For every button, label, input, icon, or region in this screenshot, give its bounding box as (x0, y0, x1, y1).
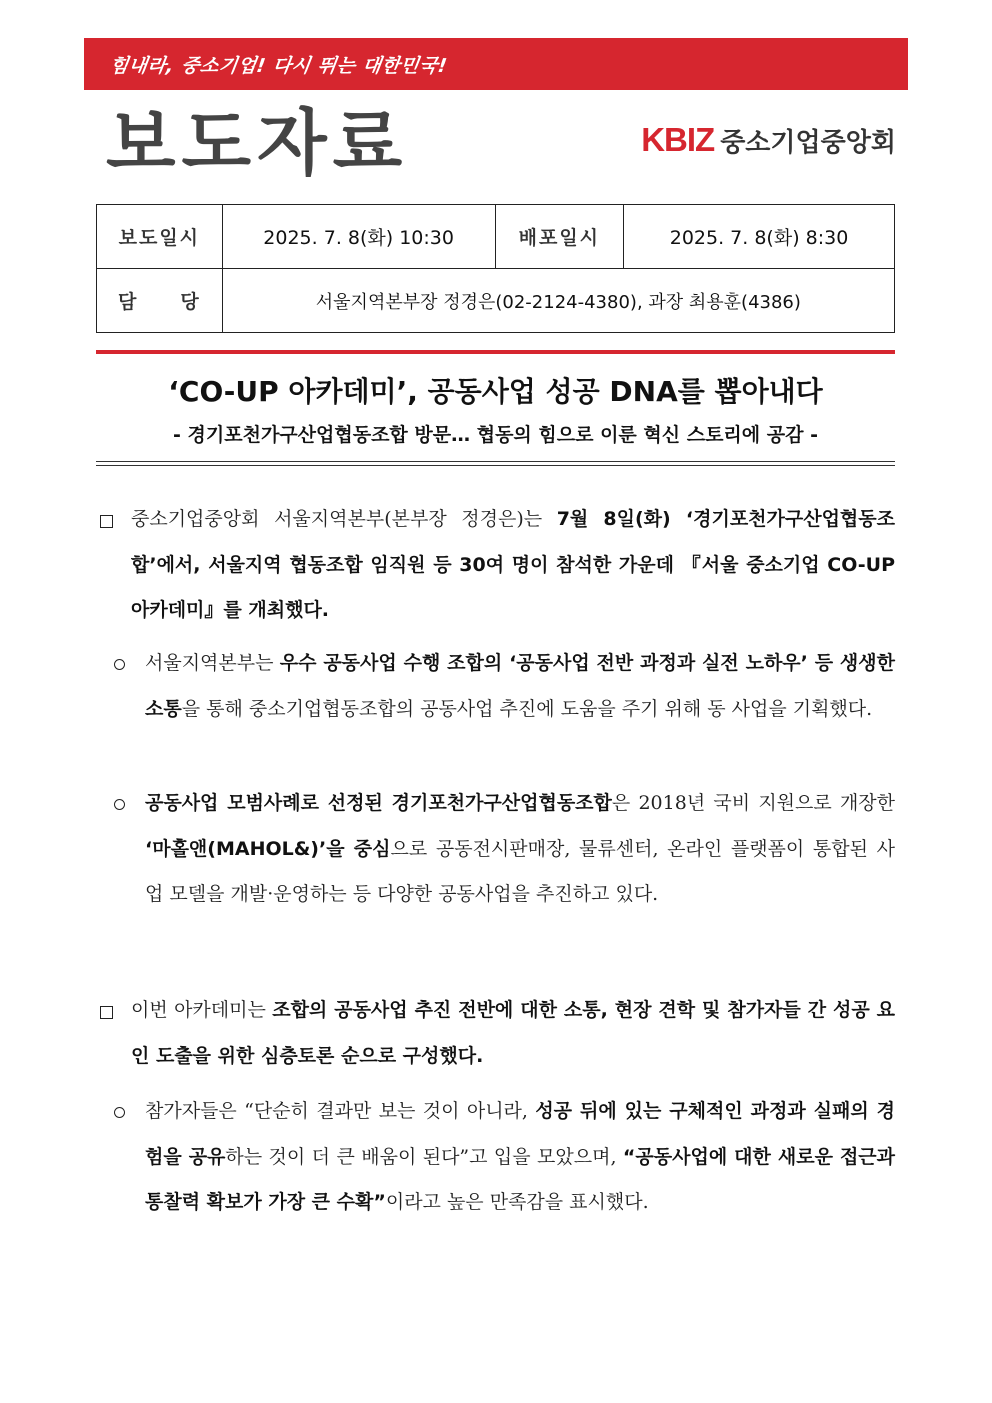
square-bullet-icon (100, 515, 113, 528)
p5-bold-a: 성공 뒤에 있는 구체적인 과정과 실패의 경험을 공유 (145, 1100, 895, 1168)
p1-text: 중소기업중앙회 서울지역본부(본부장 정경은)는 (131, 508, 557, 530)
p3-text-a: 은 2018년 국비 지원으로 개장한 (611, 792, 896, 814)
body-paragraph-1 (131, 497, 895, 634)
distribute-date-value: 2025. 7. 8(화) 8:30 (624, 205, 895, 269)
slogan-banner (84, 38, 908, 90)
p2-text-b: 을 통해 중소기업협동조합의 공동사업 추진에 도움을 주기 위해 동 사업을 기획했다. (181, 697, 873, 720)
circle-bullet-icon (114, 1107, 125, 1118)
banner-slogan: 힘내라, 중소기업! 다시 뛰는 대한민국! (108, 55, 449, 77)
p2-text-a: 서울지역본부는 (145, 652, 280, 674)
p2-bold: 우수 공동사업 수행 조합의 ‘공동사업 전반 과정과 실전 노하우’ 등 생생한 소통 (145, 652, 895, 720)
p1-bold: 7월 8일(화) ‘경기포천가구산업협동조합’에서, 서울지역 협동조합 임직원 등 30여 명이 참석한 가운데 『서울 중소기업 CO-UP 아카데미』를 개최했다. (131, 508, 895, 621)
contact-label: 담 당 (97, 269, 223, 333)
headline: ‘CO-UP 아카데미’, 공동사업 성공 DNA를 뽑아내다 (168, 375, 823, 408)
logo-org-name: 중소기업중앙회 (720, 127, 896, 158)
p5-text-b: 하는 것이 더 큰 배움이 된다”고 입을 모았으며, (225, 1145, 623, 1168)
kbiz-logo (641, 121, 896, 159)
body-paragraph-5 (145, 1089, 895, 1226)
double-divider (96, 461, 895, 466)
p3-text-b: 으로 공동전시판매장, 물류센터, 온라인 플랫폼이 통합된 사업 모델을 개발·운영하는 등 다양한 공동사업을 추진하고 있다. (145, 837, 895, 905)
body-paragraph-3 (145, 781, 895, 918)
contact-value: 서울지역본부장 정경은(02-2124-4380), 과장 최용훈(4386) (222, 269, 894, 333)
circle-bullet-icon (114, 799, 125, 810)
subheadline: - 경기포천가구산업협동조합 방문… 협동의 힘으로 이룬 혁신 스토리에 공감 - (173, 424, 818, 446)
body-paragraph-4 (131, 988, 895, 1079)
page-title: 보도자료 (106, 101, 409, 185)
release-row (97, 205, 895, 269)
release-date-value: 2025. 7. 8(화) 10:30 (222, 205, 495, 269)
release-info-table (96, 204, 895, 333)
p5-text-c: 이라고 높은 만족감을 표시했다. (385, 1191, 649, 1213)
p4-bold: 조합의 공동사업 추진 전반에 대한 소통, 현장 견학 및 참가자들 간 성공 요인 도출을 위한 심층토론 순으로 구성했다. (131, 999, 895, 1067)
contact-row (97, 269, 895, 333)
body-paragraph-2 (145, 641, 895, 732)
p4-text: 이번 아카데미는 (131, 999, 273, 1021)
p3-bold-b: ‘마홀앤(MAHOL&)’을 중심 (145, 837, 391, 860)
logo-mark: KBIZ (641, 121, 715, 158)
p5-text-a: 참가자들은 “단순히 결과만 보는 것이 아니라, (145, 1100, 536, 1122)
release-date-label: 보도일시 (97, 205, 223, 269)
p5-bold-b: “공동사업에 대한 새로운 접근과 통찰력 확보가 가장 큰 수확” (145, 1145, 896, 1213)
red-divider (96, 350, 895, 354)
circle-bullet-icon (114, 659, 125, 670)
p3-bold-a: 공동사업 모범사례로 선정된 경기포천가구산업협동조합 (145, 792, 612, 814)
square-bullet-icon (100, 1006, 113, 1019)
distribute-date-label: 배포일시 (495, 205, 623, 269)
